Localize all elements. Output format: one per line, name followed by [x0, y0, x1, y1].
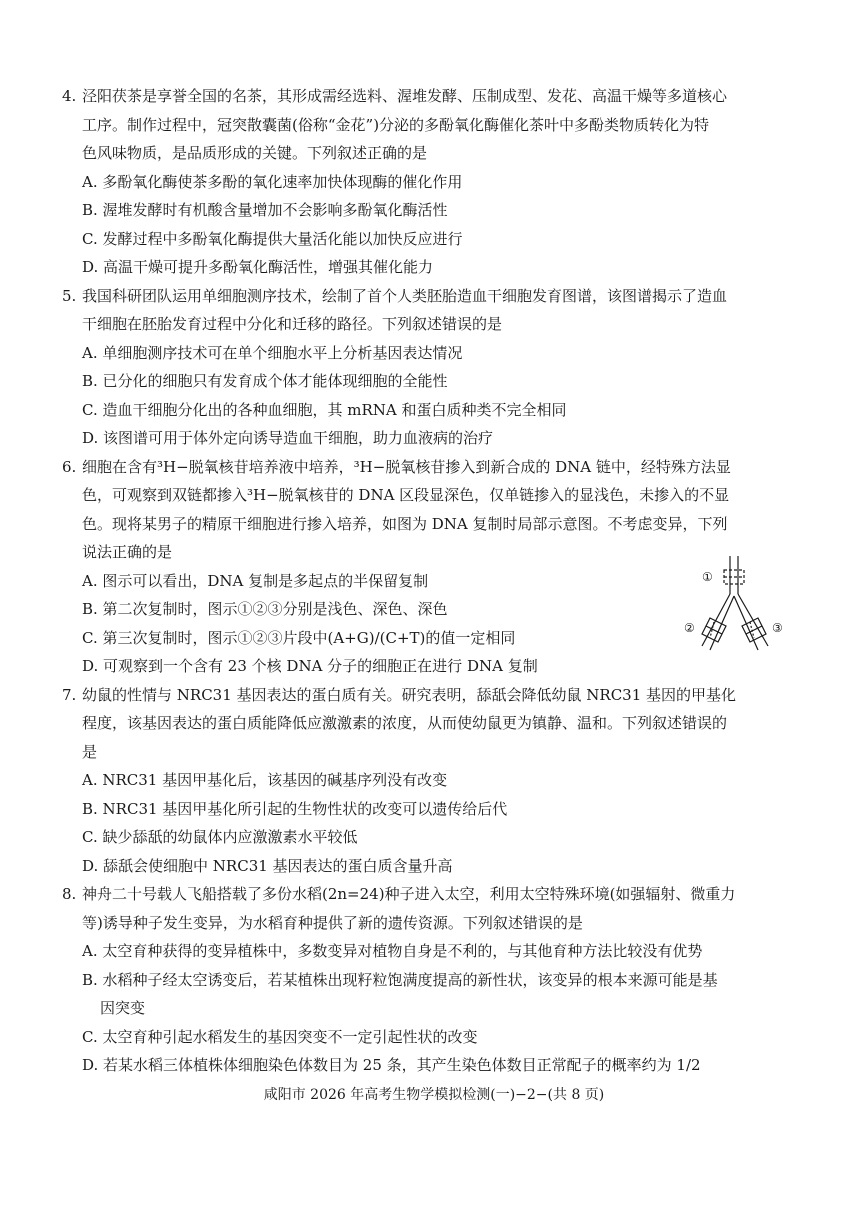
stem-line: 细胞在含有³H−脱氧核苷培养液中培养，³H−脱氧核苷掺入到新合成的 DNA 链中，经特殊方法显	[82, 457, 731, 476]
option-d: D. 该图谱可用于体外定向诱导造血干细胞，助力血液病的治疗	[82, 429, 494, 447]
option-d: D. 舔舐会使细胞中 NRC31 基因表达的蛋白质含量升高	[82, 856, 453, 875]
option-line: 因突变	[100, 999, 146, 1017]
figure-label-3: ③	[772, 621, 783, 635]
question-number: 6.	[62, 457, 77, 476]
stem-line: 干细胞在胚胎发育过程中分化和迁移的路径。下列叙述错误的是	[82, 315, 503, 333]
option-b: B. 第二次复制时，图示①②③分别是浅色、深色、深色	[82, 600, 448, 618]
stem-line: 色，可观察到双链都掺入³H−脱氧核苷的 DNA 区段显深色，仅单链掺入的显浅色，未掺入的不显	[82, 486, 730, 504]
question-7	[62, 681, 812, 881]
stem-line: 幼鼠的性情与 NRC31 基因表达的蛋白质有关。研究表明，舔舐会降低幼鼠 NRC31 基因的甲基化	[82, 685, 737, 704]
question-number: 8.	[62, 885, 77, 903]
question-number: 7.	[62, 685, 77, 704]
option-b: B. NRC31 基因甲基化所引起的生物性状的改变可以遗传给后代	[82, 799, 508, 818]
stem-line: 我国科研团队运用单细胞测序技术，绘制了首个人类胚胎造血干细胞发育图谱，该图谱揭示了造血	[82, 286, 728, 305]
stem-line: 程度，该基因表达的蛋白质能降低应激激素的浓度，从而使幼鼠更为镇静、温和。下列叙述错误的	[82, 714, 728, 732]
option-c: C. 缺少舔舐的幼鼠体内应激激素水平较低	[82, 828, 358, 846]
question-4	[62, 82, 812, 282]
stem-line: 等)诱导种子发生变异，为水稻育种提供了新的遗传资源。下列叙述错误的是	[82, 913, 583, 932]
option-a: A. 图示可以看出，DNA 复制是多起点的半保留复制	[82, 571, 429, 590]
question-stem	[62, 681, 812, 767]
stem-line: 工序。制作过程中，冠突散囊菌(俗称“金花”)分泌的多酚氧化酶催化茶叶中多酚类物质转化为特	[82, 115, 710, 134]
stem-line: 说法正确的是	[82, 543, 173, 561]
question-5	[62, 282, 812, 453]
stem-line: 神舟二十号载人飞船搭载了多份水稻(2n=24)种子进入太空，利用太空特殊环境(如强辐射、微重力	[82, 885, 736, 903]
option-c: C. 太空育种引起水稻发生的基因突变不一定引起性状的改变	[82, 1027, 478, 1046]
option-d: D. 可观察到一个含有 23 个核 DNA 分子的细胞正在进行 DNA 复制	[82, 657, 538, 675]
page-footer: 咸阳市 2026 年高考生物学模拟检测(一)−2−(共 8 页)	[263, 1087, 605, 1103]
question-number: 4.	[62, 87, 77, 105]
option-c: C. 发酵过程中多酚氧化酶提供大量活化能以加快反应进行	[82, 229, 463, 248]
question-stem	[62, 82, 812, 168]
stem-line: 色。现将某男子的精原干细胞进行掺入培养，如图为 DNA 复制时局部示意图。不考虑变异，下列	[82, 514, 728, 533]
option-d: D. 若某水稻三体植株体细胞染色体数目为 25 条，其产生染色体数目正常配子的概率约为 1/2	[82, 1056, 701, 1074]
option-b: B. 已分化的细胞只有发育成个体才能体现细胞的全能性	[82, 372, 448, 390]
option-a: A. NRC31 基因甲基化后，该基因的碱基序列没有改变	[82, 771, 448, 789]
figure-label-1: ①	[702, 570, 713, 584]
stem-line: 色风味物质，是品质形成的关键。下列叙述正确的是	[82, 144, 428, 162]
option-a: A. 太空育种获得的变异植株中，多数变异对植物自身是不利的，与其他育种方法比较没有优势	[82, 942, 703, 960]
option-line: B. 水稻种子经太空诱变后，若某植株出现籽粒饱满度提高的新性状，该变异的根本来源可能是基	[82, 970, 718, 989]
option-c: C. 第三次复制时，图示①②③片段中(A+G)/(C+T)的值一定相同	[82, 628, 516, 647]
option-a: A. 单细胞测序技术可在单个细胞水平上分析基因表达情况	[82, 343, 463, 362]
question-number: 5.	[62, 286, 77, 305]
daughter-strand-left-outer	[702, 594, 730, 646]
figure-label-2: ②	[684, 621, 695, 635]
option-b: B. 渥堆发酵时有机酸含量增加不会影响多酚氧化酶活性	[82, 201, 448, 219]
stem-line: 是	[82, 742, 98, 761]
question-stem	[62, 880, 812, 937]
option-a: A. 多酚氧化酶使茶多酚的氧化速率加快体现酶的催化作用	[82, 172, 463, 191]
option-d: D. 高温干燥可提升多酚氧化酶活性，增强其催化能力	[82, 258, 434, 276]
stem-line: 泾阳茯茶是享誉全国的名茶，其形成需经选料、渥堆发酵、压制成型、发花、高温干燥等多道核心	[82, 87, 728, 105]
option-b	[62, 966, 812, 1023]
dna-replication-figure	[680, 550, 790, 662]
question-8	[62, 880, 812, 1080]
option-c: C. 造血干细胞分化出的各种血细胞，其 mRNA 和蛋白质种类不完全相同	[82, 400, 567, 419]
question-stem	[62, 282, 812, 339]
